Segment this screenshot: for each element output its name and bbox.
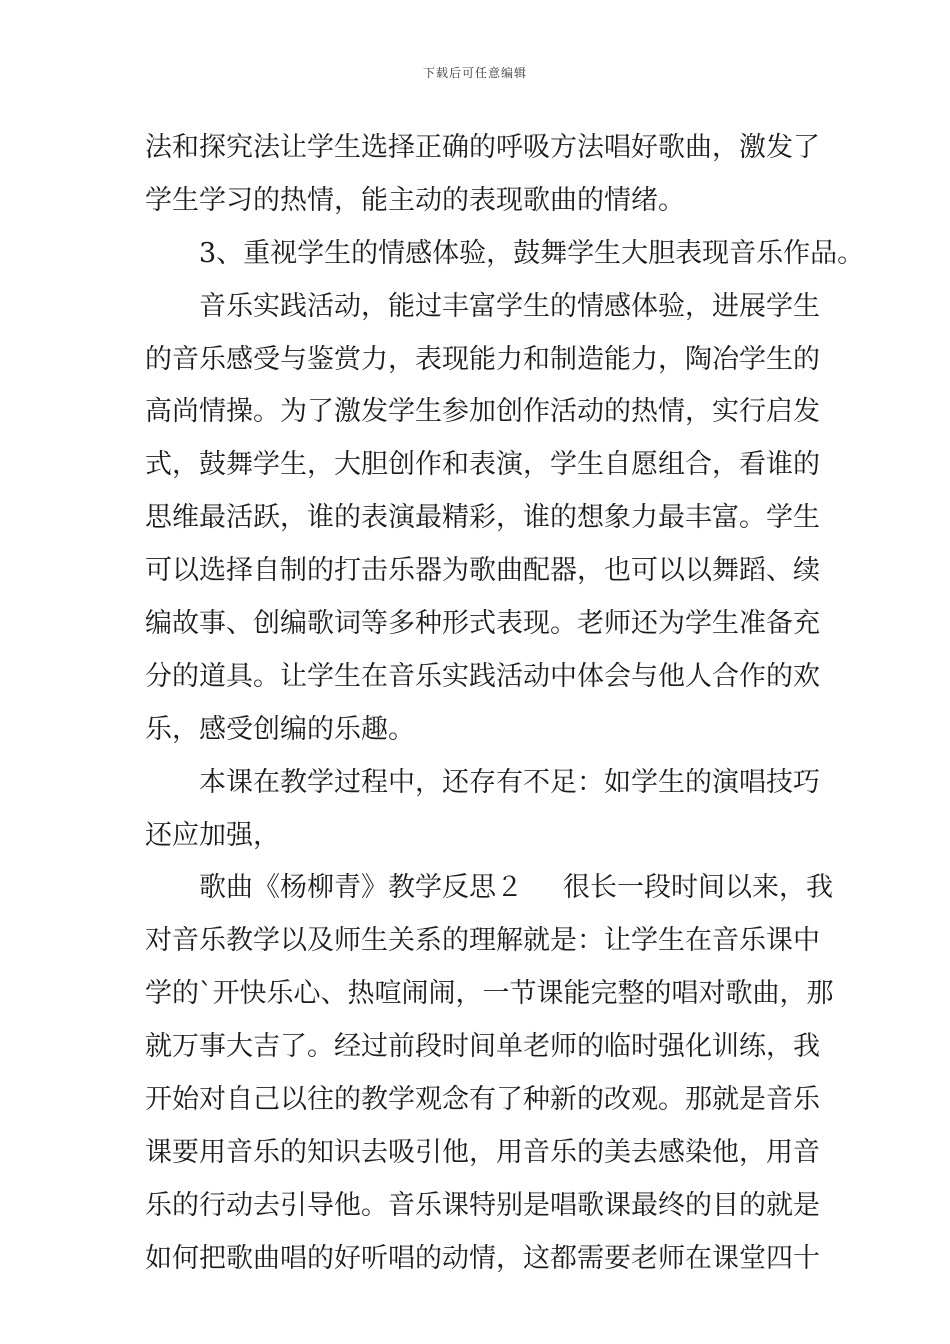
text-line: 学生学习的热情，能主动的表现歌曲的情绪。 bbox=[145, 184, 685, 216]
section-heading: 歌曲《杨柳青》教学反思２ bbox=[199, 872, 523, 904]
text-line: 就万事大吉了。经过前段时间单老师的临时强化训练，我 bbox=[145, 1031, 820, 1063]
text-line: 分的道具。让学生在音乐实践活动中体会与他人合作的欢 bbox=[145, 660, 820, 692]
text-line: 3、重视学生的情感体验，鼓舞学生大胆表现音乐作品。 bbox=[199, 237, 865, 269]
text-line: 编故事、创编歌词等多种形式表现。老师还为学生准备充 bbox=[145, 608, 820, 640]
text-line: 本课在教学过程中，还存有不足：如学生的演唱技巧 bbox=[199, 766, 820, 798]
text-fragment: 很长一段时间以来，我 bbox=[563, 872, 833, 904]
text-line-with-heading bbox=[145, 862, 833, 915]
text-line: 开始对自己以往的教学观念有了种新的改观。那就是音乐 bbox=[145, 1084, 820, 1116]
text-line: 法和探究法让学生选择正确的呼吸方法唱好歌曲，激发了 bbox=[145, 132, 820, 163]
text-line: 乐的行动去引导他。音乐课特别是唱歌课最终的目的就是 bbox=[145, 1189, 820, 1221]
text-line: 对音乐教学以及师生关系的理解就是：让学生在音乐课中 bbox=[145, 925, 820, 957]
text-line: 的音乐感受与鉴赏力，表现能力和制造能力，陶冶学生的 bbox=[145, 343, 820, 375]
text-line: 还应加强， bbox=[145, 819, 280, 851]
text-line: 如何把歌曲唱的好听唱的动情，这都需要老师在课堂四十 bbox=[145, 1242, 820, 1274]
text-line: 思维最活跃，谁的表演最精彩，谁的想象力最丰富。学生 bbox=[145, 502, 820, 534]
text-line: 音乐实践活动，能过丰富学生的情感体验，进展学生 bbox=[199, 290, 820, 322]
document-body bbox=[145, 122, 865, 1286]
text-line: 学的`开快乐心、热喧闹闹，一节课能完整的唱对歌曲，那 bbox=[145, 978, 834, 1010]
text-line: 乐，感受创编的乐趣。 bbox=[145, 713, 415, 745]
text-line: 高尚情操。为了激发学生参加创作活动的热情，实行启发 bbox=[145, 396, 820, 428]
text-line: 可以选择自制的打击乐器为歌曲配器，也可以以舞蹈、续 bbox=[145, 555, 820, 587]
page-header-note: 下载后可任意编辑 bbox=[422, 66, 527, 80]
text-line: 式，鼓舞学生，大胆创作和表演，学生自愿组合，看谁的 bbox=[145, 449, 820, 481]
text-line: 课要用音乐的知识去吸引他，用音乐的美去感染他，用音 bbox=[145, 1136, 820, 1168]
